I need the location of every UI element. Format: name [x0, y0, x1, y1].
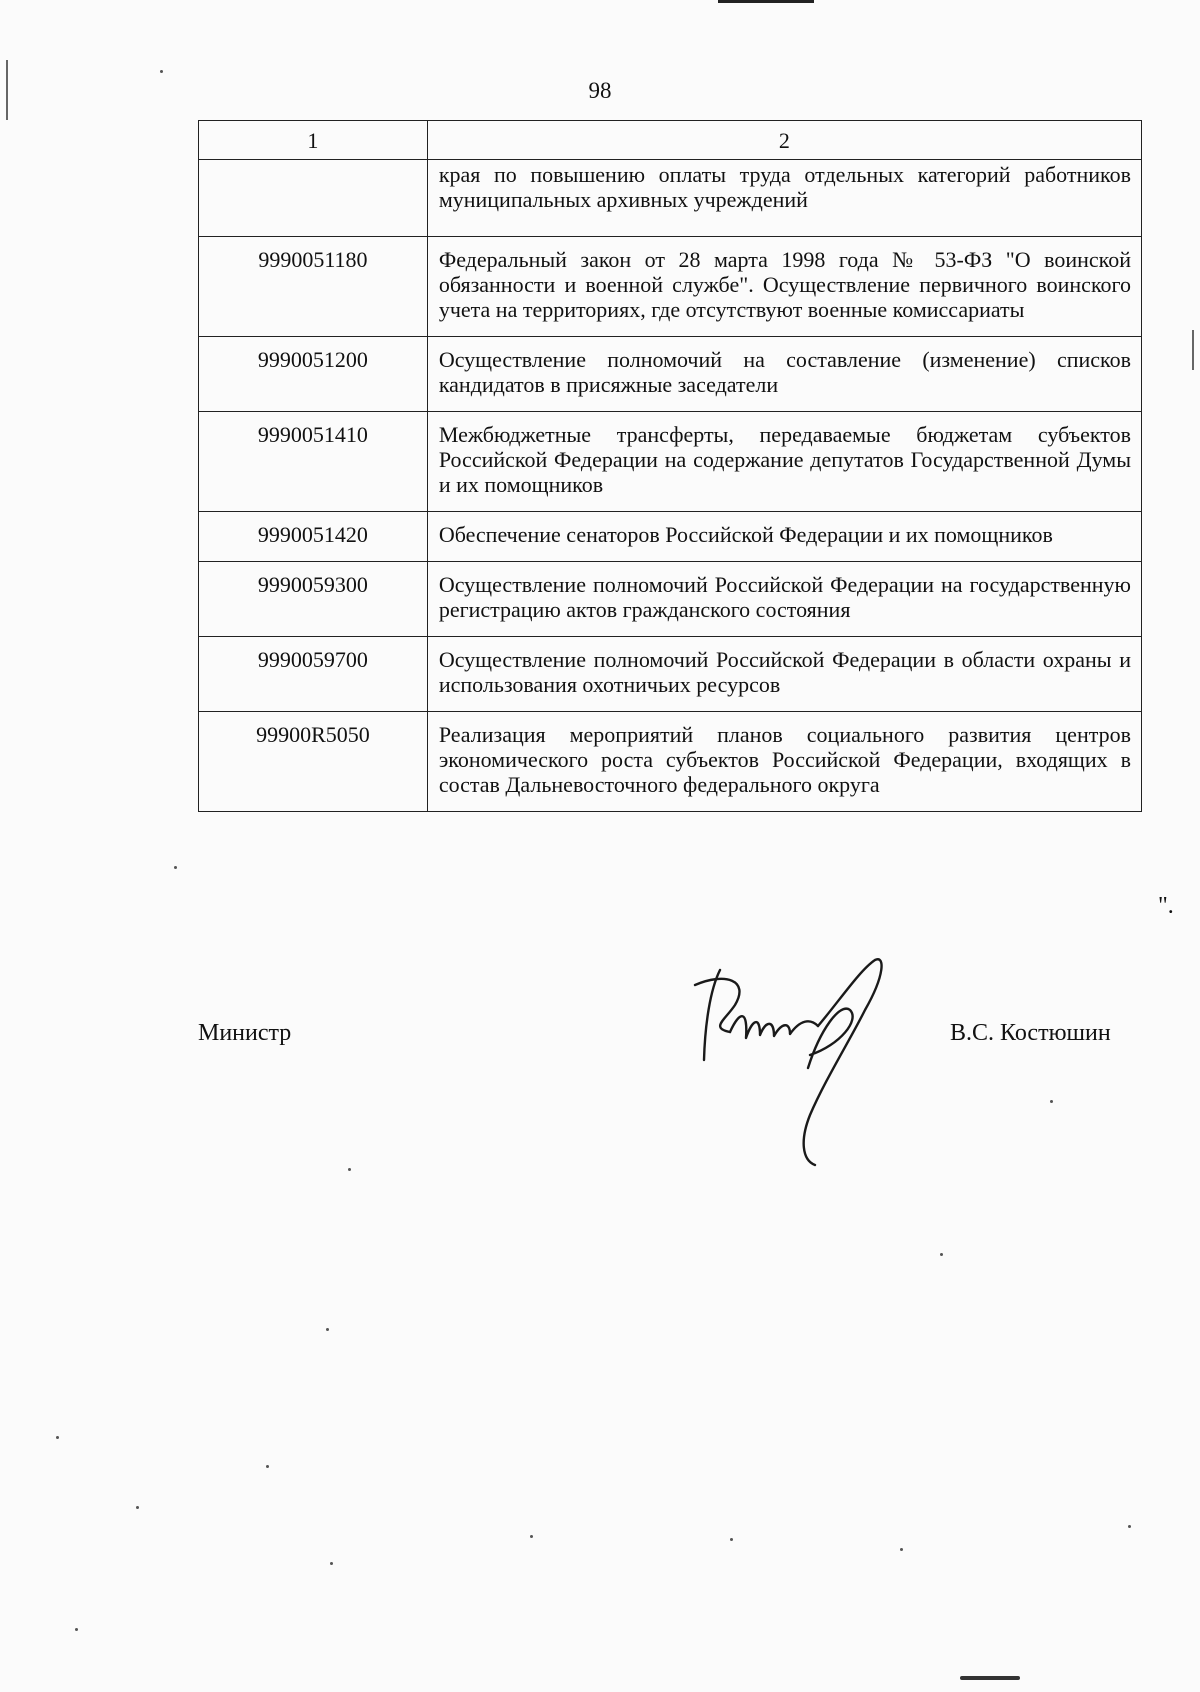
- row-code: 99900R5050: [199, 712, 428, 812]
- scan-speck: [136, 1506, 139, 1509]
- signatory-title: Министр: [198, 1020, 292, 1046]
- scan-speck: [56, 1436, 59, 1439]
- row-description: Обеспечение сенаторов Российской Федерации и их помощников: [427, 512, 1141, 562]
- table-row: [199, 160, 1142, 237]
- table-header-row: [199, 121, 1142, 160]
- row-description: Реализация мероприятий планов социального развития центров экономического роста субъектов Российской Федерации, входящих в состав Дальневосточного федерального округа: [427, 712, 1141, 812]
- signatory-name: В.С. Костюшин: [950, 1020, 1111, 1046]
- row-code: 9990051200: [199, 337, 428, 412]
- scan-speck: [326, 1328, 329, 1331]
- scan-speck: [940, 1253, 943, 1256]
- column-header-code: 1: [199, 121, 428, 160]
- table-row: [199, 712, 1142, 812]
- row-description: Осуществление полномочий Российской Федерации на государственную регистрацию актов гражданского состояния: [427, 562, 1141, 637]
- page-number: 98: [588, 78, 612, 103]
- row-code: [199, 160, 428, 237]
- row-description: Федеральный закон от 28 марта 1998 года № 53-ФЗ "О воинской обязанности и военной службе". Осуществление первичного воинского учета на территориях, где отсутствуют военные комиссариаты: [427, 237, 1141, 337]
- table-row: [199, 412, 1142, 512]
- scan-artifact-bar: [718, 0, 814, 3]
- row-description: Осуществление полномочий Российской Федерации в области охраны и использования охотничьих ресурсов: [427, 637, 1141, 712]
- budget-classification-table: [198, 120, 1142, 812]
- scan-speck: [160, 70, 163, 73]
- row-description: края по повышению оплаты труда отдельных категорий работников муниципальных архивных учреждений: [427, 160, 1141, 237]
- scan-speck: [1050, 1100, 1053, 1103]
- row-code: 9990051410: [199, 412, 428, 512]
- scan-artifact-bar: [960, 1676, 1020, 1680]
- table-row: [199, 562, 1142, 637]
- scan-speck: [174, 866, 177, 869]
- scan-speck: [730, 1538, 733, 1541]
- row-description: Осуществление полномочий на составление (изменение) списков кандидатов в присяжные заседатели: [427, 337, 1141, 412]
- scan-speck: [1128, 1525, 1131, 1528]
- scan-speck: [75, 1628, 78, 1631]
- scan-speck: [900, 1548, 903, 1551]
- table-row: [199, 237, 1142, 337]
- table-row: [199, 637, 1142, 712]
- scan-speck: [348, 1168, 351, 1171]
- column-header-description: 2: [427, 121, 1141, 160]
- row-code: 9990059300: [199, 562, 428, 637]
- table-row: [199, 337, 1142, 412]
- handwritten-signature: [690, 950, 930, 1180]
- closing-quote: ".: [1158, 893, 1174, 919]
- row-code: 9990051180: [199, 237, 428, 337]
- row-description: Межбюджетные трансферты, передаваемые бюджетам субъектов Российской Федерации на содержание депутатов Государственной Думы и их помощников: [427, 412, 1141, 512]
- scan-speck: [530, 1535, 533, 1538]
- scan-speck: [266, 1465, 269, 1468]
- scan-speck: [330, 1562, 333, 1565]
- row-code: 9990059700: [199, 637, 428, 712]
- table-row: [199, 512, 1142, 562]
- scan-edge-mark: [1192, 330, 1194, 370]
- row-code: 9990051420: [199, 512, 428, 562]
